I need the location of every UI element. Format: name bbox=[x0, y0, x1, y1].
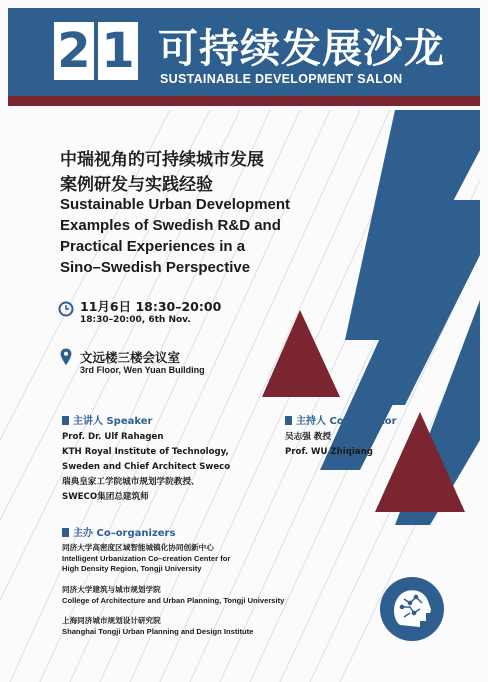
section-marker bbox=[62, 528, 69, 537]
organizer-1 bbox=[62, 543, 230, 575]
speaker-line: SWECO集团总建筑师 bbox=[62, 492, 149, 502]
organizer-2 bbox=[62, 585, 284, 606]
clock-icon bbox=[58, 301, 74, 317]
salon-number-digit-1: 2 bbox=[54, 22, 94, 80]
section-marker bbox=[62, 416, 69, 425]
speaker-line: KTH Royal Institute of Technology, bbox=[62, 447, 229, 457]
organizer-line: 同济大学高密度区域智能城镇化协同创新中心 bbox=[62, 543, 214, 552]
speaker-line: 瑞典皇家工学院城市规划学院教授、 bbox=[62, 477, 200, 487]
event-time: 11月6日 18:30–20:00 bbox=[80, 299, 222, 314]
topic-title-en-line: Sino–Swedish Perspective bbox=[60, 259, 251, 276]
coordinator-line: Prof. WU Zhiqiang bbox=[285, 447, 373, 457]
red-triangle-1 bbox=[262, 310, 340, 397]
map-pin-icon bbox=[60, 348, 72, 366]
speaker-heading bbox=[62, 412, 152, 427]
organizer-line: 上海同济城市规划设计研究院 bbox=[62, 616, 161, 625]
speaker-line: Sweden and Chief Architect Sweco bbox=[62, 462, 231, 472]
topic-title-en-line: Practical Experiences in a bbox=[60, 238, 246, 255]
organizer-line: Shanghai Tongji Urban Planning and Design Institute bbox=[62, 626, 254, 636]
topic-title-cn-line: 案例研发与实践经验 bbox=[60, 175, 213, 195]
brain-head-icon bbox=[380, 577, 444, 641]
coordinator-heading-label: 主持人 Coordinator bbox=[296, 416, 397, 427]
event-location-en: 3rd Floor, Wen Yuan Building bbox=[80, 365, 205, 375]
organizer-line: 同济大学建筑与城市规划学院 bbox=[62, 585, 161, 594]
speaker-info bbox=[62, 430, 230, 505]
organizers-heading-label: 主办 Co–organizers bbox=[73, 528, 176, 539]
organizer-line: High Density Region, Tongji University bbox=[62, 564, 202, 573]
coordinator-heading bbox=[285, 412, 397, 427]
topic-title-cn-line: 中瑞视角的可持续城市发展 bbox=[60, 150, 264, 170]
speaker-heading-label: 主讲人 Speaker bbox=[73, 416, 153, 427]
organizers-heading bbox=[62, 524, 175, 539]
salon-title-cn: 可持续发展沙龙 bbox=[158, 26, 445, 72]
section-marker bbox=[285, 416, 292, 425]
coordinator-info bbox=[285, 430, 373, 460]
organizer-line: Intelligent Urbanization Co–creation Center for bbox=[62, 553, 231, 563]
topic-title-en-line: Sustainable Urban Development bbox=[60, 196, 291, 213]
institute-logo bbox=[380, 577, 444, 641]
event-time-en: 18:30–20:00, 6th Nov. bbox=[80, 315, 191, 325]
salon-number-digit-2: 1 bbox=[98, 22, 138, 80]
salon-title-en: SUSTAINABLE DEVELOPMENT SALON bbox=[160, 72, 403, 86]
header-red-bar bbox=[8, 96, 480, 106]
event-location: 文远楼三楼会议室 bbox=[80, 350, 181, 365]
organizer-line: College of Architecture and Urban Planning, Tongji University bbox=[62, 595, 285, 605]
organizer-3 bbox=[62, 616, 253, 637]
topic-title-en bbox=[60, 194, 290, 278]
coordinator-line: 吴志强 教授 bbox=[285, 432, 331, 442]
speaker-line: Prof. Dr. Ulf Rahagen bbox=[62, 432, 164, 442]
topic-title-en-line: Examples of Swedish R&D and bbox=[60, 217, 281, 234]
topic-title-cn bbox=[60, 148, 264, 198]
